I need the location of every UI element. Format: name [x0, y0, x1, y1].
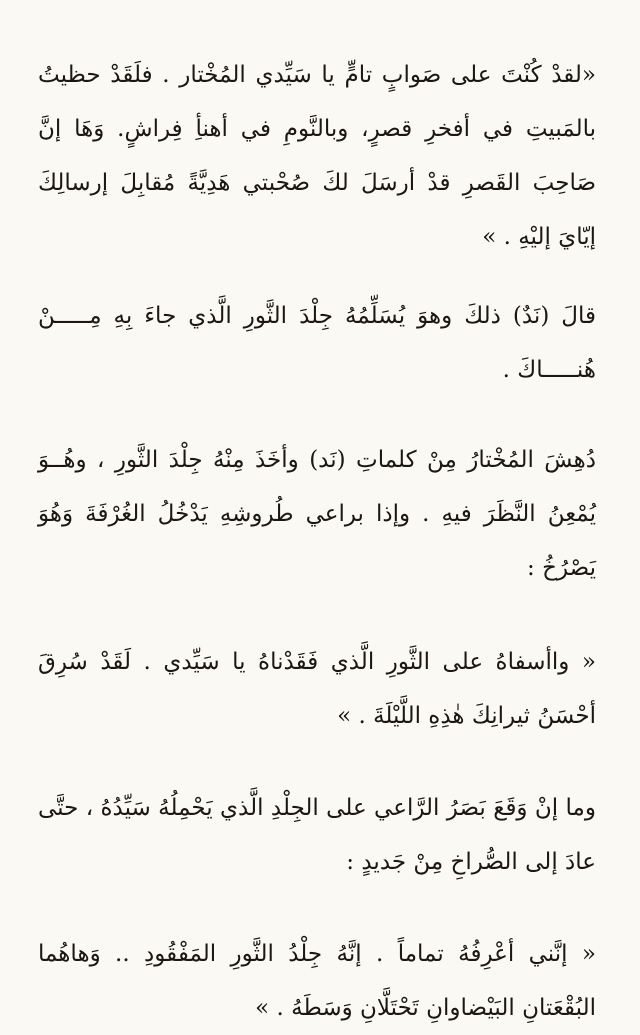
- paragraph-4: « واأسفاهُ على الثَّورِ الَّذي فَقَدْناهُ يا سَيِّدي . لَقَدْ سُرِقَ أحْسَنُ ثيرانِكَ هٰذِهِ اللَّيْلَةَ . »: [38, 649, 596, 729]
- page-text: [38, 48, 596, 1035]
- paragraph-5: وما إنْ وَقَعَ بَصَرُ الرَّاعي على الجِلْدِ الَّذي يَحْمِلُهُ سَيِّدُهُ ، حتَّى عادَ إلى الصُّراخِ مِنْ جَديدٍ :: [38, 795, 596, 875]
- paragraph-3: دُهِشَ المُخْتارُ مِنْ كلماتِ (نَد) وأخَذَ مِنْهُ جِلْدَ الثَّورِ ، وهُــوَ يُمْعِنُ النَّظَرَ فيهِ . وإذا براعي طُروشِهِ يَدْخُلُ الغُرْفَةَ وَهُوَ يَصْرُخُ :: [38, 447, 596, 581]
- paragraph-2: قالَ (نَدٌ) ذلكَ وهوَ يُسَلِّمُهُ جِلْدَ الثَّورِ الَّذي جاءَ بِهِ مِـــــنْ هُنـــــاكَ .: [38, 303, 596, 383]
- paragraph-6: « إنَّني أعْرِفُهُ تماماً . إنَّهُ جِلْدُ الثَّورِ المَفْقُودِ .. وَهاهُما البُقْعَتانِ البَيْضاوانِ تَحْتَلَّانِ وَسَطَهُ . »: [38, 941, 596, 1021]
- paragraph-1: «لقدْ كُنْتَ على صَوابٍ تامٍّ يا سَيِّدي المُخْتار . فلَقَدْ حظيتُ بالمَبيتِ في أفخرِ قصرٍ، وبالنَّومِ في أهنأِ فِراشٍ. وَهَا إنَّ صَاحِبَ القَصرِ قدْ أرسَلَ لكَ صُحْبتي هَدِيَّةً مُقابِلَ إرسالِكَ إيّايَ إليْهِ . »: [38, 62, 596, 250]
